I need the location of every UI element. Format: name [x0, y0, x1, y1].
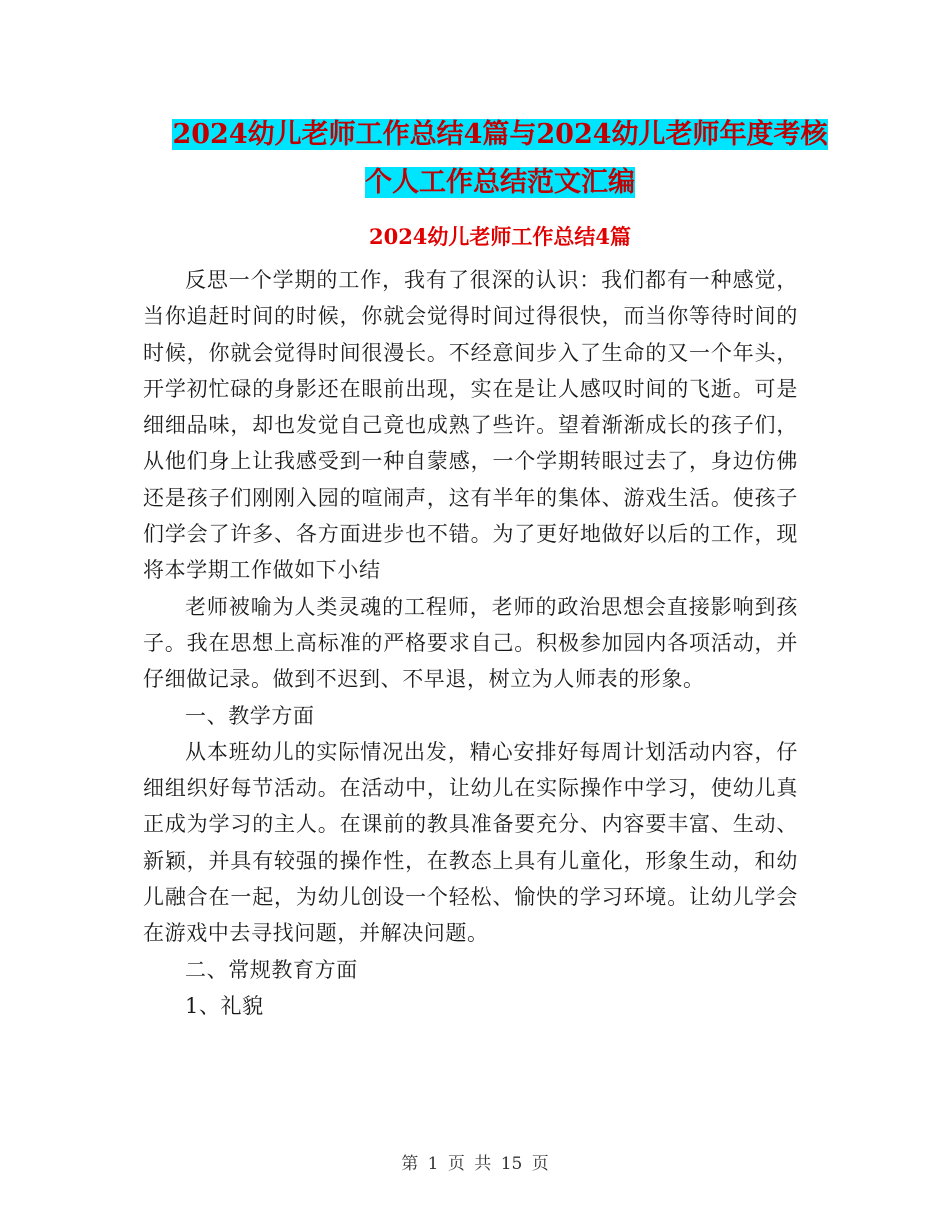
- page-footer: 第 1 页 共 15 页: [401, 1154, 549, 1174]
- section-title: 2024幼儿老师工作总结4篇: [368, 224, 632, 249]
- paragraph-ideology: 老师被喻为人类灵魂的工程师，老师的政治思想会直接影响到孩子。我在思想上高标准的严格要求自己。积极参加园内各项活动，并仔细做记录。做到不迟到、不早退，树立为人师表的形象。: [143, 594, 798, 692]
- document-title-line-1: 2024幼儿老师工作总结4篇与2024幼儿老师年度考核: [172, 119, 828, 150]
- document-title: [140, 111, 860, 207]
- heading-teaching: 一、教学方面: [185, 703, 315, 728]
- heading-routine-education: 二、常规教育方面: [185, 957, 358, 982]
- paragraph-reflection: 反思一个学期的工作，我有了很深的认识：我们都有一种感觉，当你追赶时间的时候，你就会觉得时间过得很快，而当你等待时间的时候，你就会觉得时间很漫长。不经意间步入了生命的又一个年头，开学初忙碌的身影还在眼前出现，实在是让人感叹时间的飞逝。可是细细品味，却也发觉自己竟也成熟了些许。望着渐渐成长的孩子们，从他们身上让我感受到一种自蒙感，一个学期转眼过去了，身边仿佛还是孩子们刚刚入园的喧闹声，这有半年的集体、游戏生活。使孩子们学会了许多、各方面进步也不错。为了更好地做好以后的工作，现将本学期工作做如下小结: [143, 268, 798, 583]
- heading-manners: 1、礼貌: [185, 993, 264, 1018]
- document-title-line-2: 个人工作总结范文汇编: [365, 167, 635, 198]
- paragraph-teaching: 从本班幼儿的实际情况出发，精心安排好每周计划活动内容，仔细组织好每节活动。在活动中，让幼儿在实际操作中学习，使幼儿真正成为学习的主人。在课前的教具准备要充分、内容要丰富、生动、新颖，并具有较强的操作性，在教态上具有儿童化，形象生动，和幼儿融合在一起，为幼儿创设一个轻松、愉快的学习环境。让幼儿学会在游戏中去寻找问题，并解决问题。: [143, 739, 798, 946]
- document-body: [143, 262, 798, 1024]
